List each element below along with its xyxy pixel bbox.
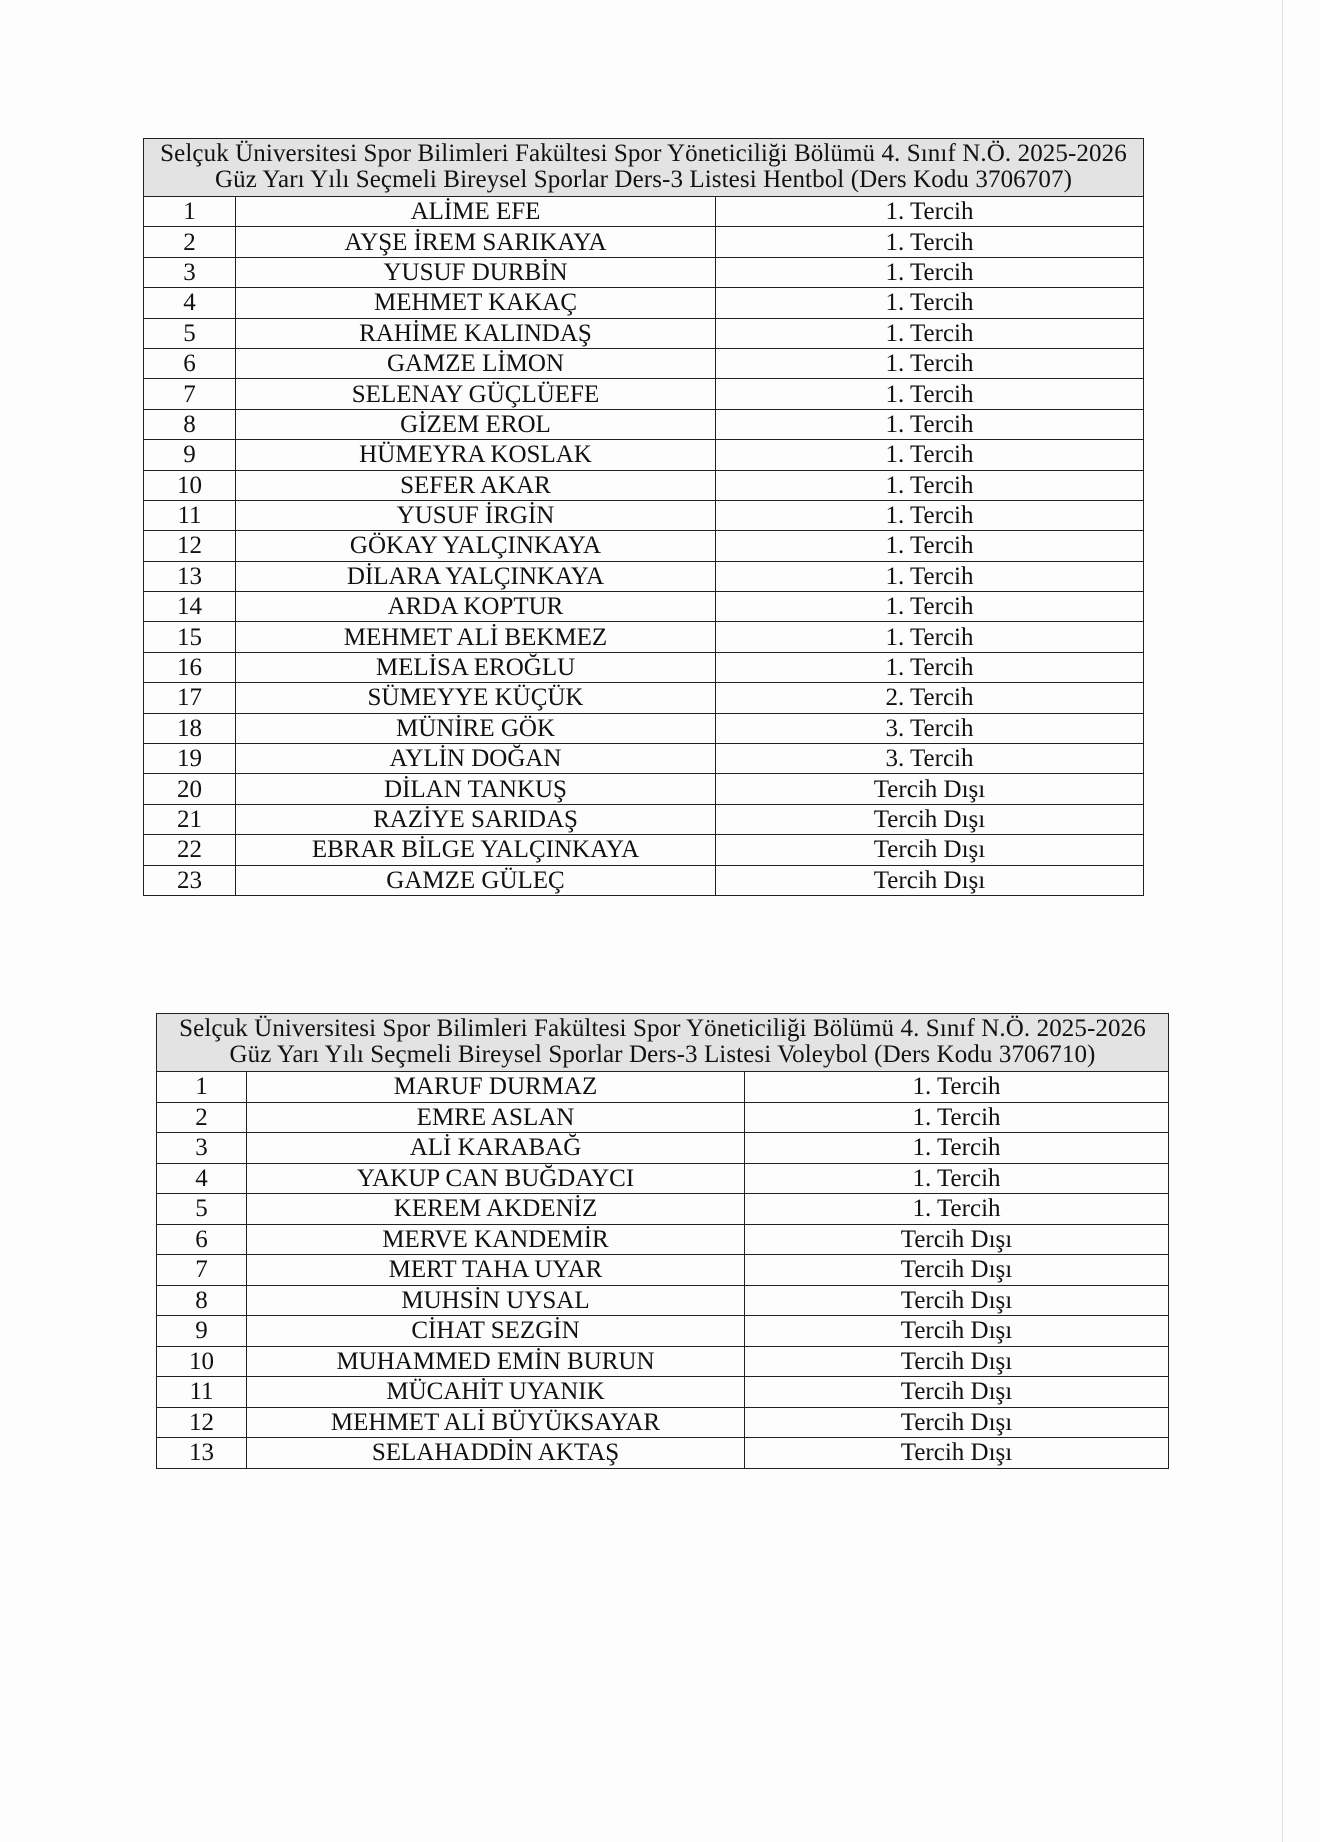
row-number-cell: 12: [144, 531, 236, 561]
table-row: [144, 348, 1144, 378]
row-number-cell: 7: [144, 379, 236, 409]
row-number-cell: 14: [144, 592, 236, 622]
table-row: [157, 1072, 1169, 1103]
table-row: [144, 500, 1144, 530]
table-row: [144, 683, 1144, 713]
student-name-cell: YUSUF DURBİN: [236, 257, 716, 287]
table-row: [157, 1407, 1169, 1438]
student-name-cell: GÖKAY YALÇINKAYA: [236, 531, 716, 561]
row-number-cell: 7: [157, 1255, 247, 1286]
student-name-cell: DİLAN TANKUŞ: [236, 774, 716, 804]
student-name-cell: GAMZE GÜLEÇ: [236, 865, 716, 895]
row-number-cell: 19: [144, 744, 236, 774]
voleybol-list-table: [156, 1013, 1169, 1469]
student-name-cell: KEREM AKDENİZ: [247, 1194, 745, 1225]
table-row: [144, 713, 1144, 743]
student-name-cell: EBRAR BİLGE YALÇINKAYA: [236, 835, 716, 865]
row-number-cell: 1: [157, 1072, 247, 1103]
student-name-cell: MARUF DURMAZ: [247, 1072, 745, 1103]
student-name-cell: SELENAY GÜÇLÜEFE: [236, 379, 716, 409]
table-row: [157, 1163, 1169, 1194]
row-number-cell: 9: [144, 440, 236, 470]
preference-cell: 3. Tercih: [716, 713, 1144, 743]
row-number-cell: 16: [144, 652, 236, 682]
student-name-cell: MERVE KANDEMİR: [247, 1224, 745, 1255]
row-number-cell: 5: [157, 1194, 247, 1225]
student-name-cell: GAMZE LİMON: [236, 348, 716, 378]
preference-cell: Tercih Dışı: [745, 1224, 1169, 1255]
table-row: [157, 1133, 1169, 1164]
student-name-cell: ARDA KOPTUR: [236, 592, 716, 622]
student-name-cell: MUHAMMED EMİN BURUN: [247, 1346, 745, 1377]
student-name-cell: MELİSA EROĞLU: [236, 652, 716, 682]
row-number-cell: 15: [144, 622, 236, 652]
student-name-cell: MEHMET KAKAÇ: [236, 288, 716, 318]
table-row: [144, 744, 1144, 774]
preference-cell: 1. Tercih: [716, 470, 1144, 500]
student-name-cell: MÜCAHİT UYANIK: [247, 1377, 745, 1408]
row-number-cell: 2: [157, 1102, 247, 1133]
voleybol-title-row: [157, 1014, 1169, 1072]
table-row: [144, 835, 1144, 865]
preference-cell: 1. Tercih: [716, 379, 1144, 409]
table-row: [144, 197, 1144, 227]
preference-cell: Tercih Dışı: [745, 1407, 1169, 1438]
preference-cell: Tercih Dışı: [745, 1377, 1169, 1408]
row-number-cell: 6: [157, 1224, 247, 1255]
table-row: [157, 1377, 1169, 1408]
row-number-cell: 13: [144, 561, 236, 591]
table-row: [144, 865, 1144, 895]
student-name-cell: RAZİYE SARIDAŞ: [236, 804, 716, 834]
table-row: [144, 440, 1144, 470]
row-number-cell: 6: [144, 348, 236, 378]
row-number-cell: 20: [144, 774, 236, 804]
row-number-cell: 13: [157, 1438, 247, 1469]
student-name-cell: SEFER AKAR: [236, 470, 716, 500]
table-row: [144, 774, 1144, 804]
preference-cell: Tercih Dışı: [716, 774, 1144, 804]
row-number-cell: 3: [157, 1133, 247, 1164]
student-name-cell: MERT TAHA UYAR: [247, 1255, 745, 1286]
hentbol-table-body: [144, 139, 1144, 896]
row-number-cell: 17: [144, 683, 236, 713]
table-row: [144, 652, 1144, 682]
row-number-cell: 5: [144, 318, 236, 348]
row-number-cell: 1: [144, 197, 236, 227]
table-row: [157, 1285, 1169, 1316]
row-number-cell: 10: [144, 470, 236, 500]
row-number-cell: 23: [144, 865, 236, 895]
student-name-cell: ALİME EFE: [236, 197, 716, 227]
row-number-cell: 4: [157, 1163, 247, 1194]
preference-cell: 1. Tercih: [716, 227, 1144, 257]
voleybol-title: Selçuk Üniversitesi Spor Bilimleri Fakültesi Spor Yöneticiliği Bölümü 4. Sınıf N.Ö. 2025-2026 Güz Yarı Yılı Seçmeli Bireysel Sporlar Ders-3 Listesi Voleybol (Ders Kodu 3706710): [157, 1014, 1169, 1072]
preference-cell: 1. Tercih: [716, 197, 1144, 227]
student-name-cell: GİZEM EROL: [236, 409, 716, 439]
student-name-cell: MEHMET ALİ BÜYÜKSAYAR: [247, 1407, 745, 1438]
preference-cell: 2. Tercih: [716, 683, 1144, 713]
table-row: [157, 1346, 1169, 1377]
table-row: [157, 1255, 1169, 1286]
preference-cell: 3. Tercih: [716, 744, 1144, 774]
preference-cell: Tercih Dışı: [716, 804, 1144, 834]
row-number-cell: 18: [144, 713, 236, 743]
student-name-cell: MEHMET ALİ BEKMEZ: [236, 622, 716, 652]
row-number-cell: 9: [157, 1316, 247, 1347]
hentbol-title-row: [144, 139, 1144, 197]
student-name-cell: DİLARA YALÇINKAYA: [236, 561, 716, 591]
row-number-cell: 2: [144, 227, 236, 257]
preference-cell: 1. Tercih: [745, 1133, 1169, 1164]
preference-cell: 1. Tercih: [716, 257, 1144, 287]
student-name-cell: MUHSİN UYSAL: [247, 1285, 745, 1316]
row-number-cell: 12: [157, 1407, 247, 1438]
preference-cell: Tercih Dışı: [716, 835, 1144, 865]
row-number-cell: 11: [144, 500, 236, 530]
preference-cell: 1. Tercih: [716, 409, 1144, 439]
student-name-cell: ALİ KARABAĞ: [247, 1133, 745, 1164]
preference-cell: 1. Tercih: [716, 622, 1144, 652]
student-name-cell: YAKUP CAN BUĞDAYCI: [247, 1163, 745, 1194]
student-name-cell: SÜMEYYE KÜÇÜK: [236, 683, 716, 713]
table-row: [144, 470, 1144, 500]
preference-cell: 1. Tercih: [716, 592, 1144, 622]
table-row: [157, 1438, 1169, 1469]
preference-cell: Tercih Dışı: [745, 1285, 1169, 1316]
table-row: [144, 409, 1144, 439]
voleybol-table-body: [157, 1014, 1169, 1469]
table-row: [157, 1316, 1169, 1347]
scan-edge-line: [1282, 0, 1283, 1842]
student-name-cell: AYLİN DOĞAN: [236, 744, 716, 774]
table-row: [144, 561, 1144, 591]
row-number-cell: 21: [144, 804, 236, 834]
preference-cell: 1. Tercih: [745, 1163, 1169, 1194]
row-number-cell: 3: [144, 257, 236, 287]
preference-cell: Tercih Dışı: [745, 1438, 1169, 1469]
preference-cell: 1. Tercih: [745, 1072, 1169, 1103]
table-row: [157, 1194, 1169, 1225]
table-row: [144, 592, 1144, 622]
table-row: [144, 318, 1144, 348]
preference-cell: 1. Tercih: [716, 652, 1144, 682]
table-row: [144, 257, 1144, 287]
row-number-cell: 8: [157, 1285, 247, 1316]
row-number-cell: 22: [144, 835, 236, 865]
hentbol-title: Selçuk Üniversitesi Spor Bilimleri Fakültesi Spor Yöneticiliği Bölümü 4. Sınıf N.Ö. 2025-2026 Güz Yarı Yılı Seçmeli Bireysel Sporlar Ders-3 Listesi Hentbol (Ders Kodu 3706707): [144, 139, 1144, 197]
student-name-cell: HÜMEYRA KOSLAK: [236, 440, 716, 470]
student-name-cell: RAHİME KALINDAŞ: [236, 318, 716, 348]
preference-cell: 1. Tercih: [716, 500, 1144, 530]
table-row: [157, 1102, 1169, 1133]
student-name-cell: SELAHADDİN AKTAŞ: [247, 1438, 745, 1469]
preference-cell: 1. Tercih: [716, 531, 1144, 561]
preference-cell: 1. Tercih: [745, 1102, 1169, 1133]
table-row: [144, 288, 1144, 318]
row-number-cell: 4: [144, 288, 236, 318]
hentbol-list-table: [143, 138, 1144, 896]
student-name-cell: EMRE ASLAN: [247, 1102, 745, 1133]
table-row: [144, 804, 1144, 834]
row-number-cell: 11: [157, 1377, 247, 1408]
preference-cell: 1. Tercih: [716, 318, 1144, 348]
preference-cell: 1. Tercih: [716, 561, 1144, 591]
preference-cell: Tercih Dışı: [745, 1346, 1169, 1377]
row-number-cell: 8: [144, 409, 236, 439]
table-row: [144, 622, 1144, 652]
preference-cell: 1. Tercih: [716, 288, 1144, 318]
preference-cell: 1. Tercih: [716, 440, 1144, 470]
student-name-cell: YUSUF İRGİN: [236, 500, 716, 530]
table-row: [144, 227, 1144, 257]
preference-cell: Tercih Dışı: [745, 1255, 1169, 1286]
table-row: [144, 379, 1144, 409]
student-name-cell: CİHAT SEZGİN: [247, 1316, 745, 1347]
preference-cell: 1. Tercih: [745, 1194, 1169, 1225]
row-number-cell: 10: [157, 1346, 247, 1377]
student-name-cell: AYŞE İREM SARIKAYA: [236, 227, 716, 257]
student-name-cell: MÜNİRE GÖK: [236, 713, 716, 743]
preference-cell: 1. Tercih: [716, 348, 1144, 378]
preference-cell: Tercih Dışı: [716, 865, 1144, 895]
table-row: [144, 531, 1144, 561]
table-row: [157, 1224, 1169, 1255]
preference-cell: Tercih Dışı: [745, 1316, 1169, 1347]
